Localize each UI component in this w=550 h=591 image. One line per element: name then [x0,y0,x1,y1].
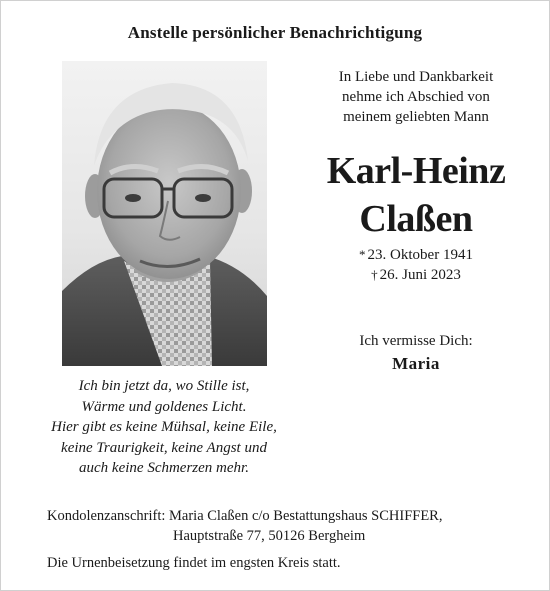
birth-date-line [291,245,541,265]
birth-star-icon: * [359,247,366,262]
poem-line: Ich bin jetzt da, wo Stille ist, [78,378,250,394]
intro-text [291,67,541,127]
poem-line: Hier gibt es keine Mühsal, keine Eile, [51,419,277,435]
condolence-address [47,506,442,546]
portrait-photo [62,61,267,366]
burial-note: Die Urnenbeisetzung findet im engsten Kreis statt. [47,555,341,571]
intro-line: In Liebe und Dankbarkeit [338,69,494,85]
deceased-first-name: Karl-Heinz [326,150,506,192]
deceased-last-name: Claßen [359,198,473,240]
death-date: 26. Juni 2023 [379,267,461,283]
poem [21,376,307,479]
header-notice: Anstelle persönlicher Benachrichtigung [127,23,423,42]
intro-line: nehme ich Abschied von [342,89,490,105]
life-dates [291,245,541,285]
birth-date: 23. Oktober 1941 [367,247,473,263]
deceased-name [291,147,541,243]
message-text: Ich vermisse Dich: [359,333,473,349]
intro-line: meinem geliebten Mann [343,109,489,125]
signer-name: Maria [392,354,440,373]
condolence-line: Kondolenzanschrift: Maria Claßen c/o Bestattungshaus SCHIFFER, [47,508,443,524]
poem-line: Wärme und goldenes Licht. [81,398,247,415]
portrait-image [62,61,267,366]
condolence-line: Hauptstraße 77, 50126 Bergheim [173,528,366,544]
poem-line: keine Traurigkeit, keine Angst und [61,439,267,456]
death-date-line [291,265,541,285]
death-cross-icon: † [371,267,378,282]
poem-line: auch keine Schmerzen mehr. [79,460,249,476]
